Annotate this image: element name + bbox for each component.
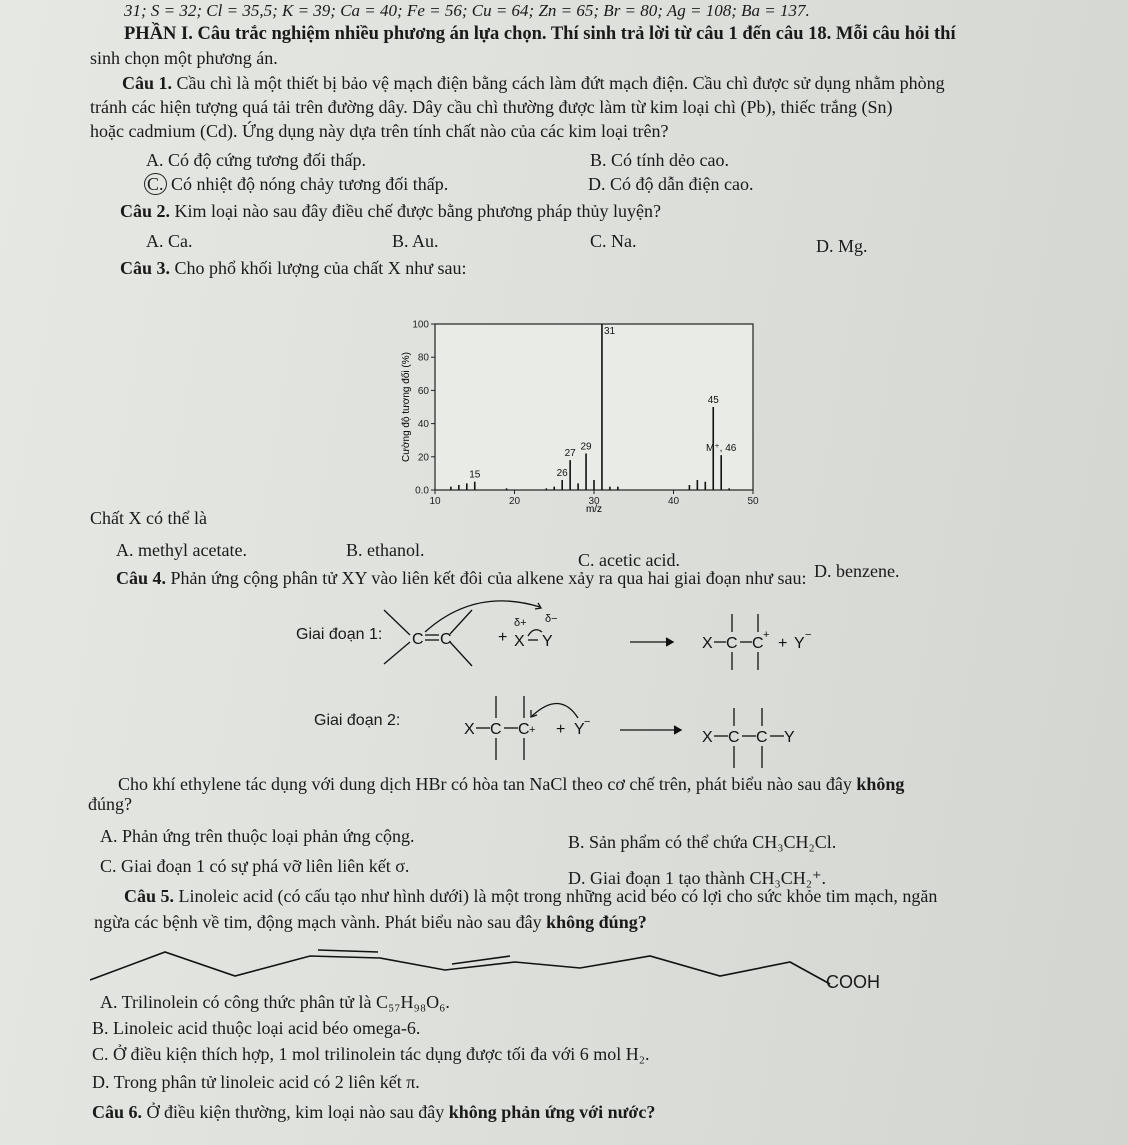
q5-line2: ngừa các bệnh về tim, động mạch vành. Phát biểu nào sau đây không đúng? <box>94 912 647 932</box>
q4-option-c[interactable]: C. Giai đoạn 1 có sự phá vỡ liên liên kết σ. <box>100 856 410 876</box>
q2-option-a[interactable]: A. Ca. <box>146 231 193 251</box>
svg-text:Y: Y <box>784 729 795 746</box>
peak-label: 26 <box>556 468 568 480</box>
svg-text:δ−: δ− <box>545 613 558 625</box>
q4-stem: Câu 4. Phản ứng cộng phân tử XY vào liên kết đôi của alkene xảy ra qua hai giai đoạn như sau: <box>116 568 807 588</box>
y-tick-label: 80 <box>417 352 429 364</box>
q5-option-c[interactable]: C. Ở điều kiện thích hợp, 1 mol trilinolein tác dụng được tối đa với 6 mol H₂. <box>92 1044 650 1064</box>
svg-text:+: + <box>763 629 770 641</box>
q3-question: Chất X có thể là <box>90 508 207 528</box>
svg-text:C: C <box>756 729 768 746</box>
cooh-group: COOH <box>826 972 880 992</box>
part-heading: PHẦN I. Câu trắc nghiệm nhiều phương án lựa chọn. Thí sinh trả lời từ câu 1 đến câu 18. Mỗi câu hỏi thí <box>124 24 956 44</box>
svg-text:+: + <box>498 629 508 646</box>
q4-option-a[interactable]: A. Phản ứng trên thuộc loại phản ứng cộng. <box>100 826 415 846</box>
peak-label: 45 <box>707 395 719 406</box>
q3-stem: Câu 3. Cho phổ khối lượng của chất X như sau: <box>120 258 467 278</box>
q1-option-a[interactable]: A. Có độ cứng tương đối thấp. <box>146 150 367 170</box>
x-tick-label: 50 <box>747 496 759 507</box>
q4-context: Cho khí ethylene tác dụng với dung dịch HBr có hòa tan NaCl theo cơ chế trên, phát biểu nào sau đây không <box>118 774 905 794</box>
electron-arrow-2 <box>528 630 542 636</box>
svg-text:δ+: δ+ <box>514 617 527 629</box>
electron-arrow-3 <box>532 703 578 718</box>
q2-option-d[interactable]: D. Mg. <box>816 236 868 256</box>
step2-label: Giai đoạn 2: <box>314 712 401 729</box>
svg-text:C: C <box>412 631 424 648</box>
x-tick-label: 30 <box>588 496 600 507</box>
svg-text:X: X <box>464 721 475 738</box>
svg-text:X: X <box>514 633 525 650</box>
svg-text:Y: Y <box>574 721 585 738</box>
svg-text:C: C <box>726 635 738 652</box>
y-tick-label: 60 <box>417 385 429 397</box>
q3-option-a[interactable]: A. methyl acetate. <box>116 540 247 560</box>
svg-text:C: C <box>728 729 740 746</box>
peak-label: 29 <box>580 441 592 453</box>
svg-text:X: X <box>702 635 713 652</box>
y-tick-label: 100 <box>412 319 429 331</box>
y-tick-label: 40 <box>417 419 429 431</box>
q1-line1: Câu 1. Cầu chì là một thiết bị bảo vệ mạch điện bằng cách làm đứt mạch điện. Cầu chì được sử dụng nhằm phòng <box>122 73 945 93</box>
svg-text:+: + <box>556 721 566 738</box>
svg-text:C: C <box>518 721 530 738</box>
q1-option-c[interactable]: C. Có nhiệt độ nóng chảy tương đối thấp. <box>144 174 448 195</box>
mass-spectrum-chart <box>395 312 780 517</box>
y-axis-label: Cường độ tương đối (%) <box>401 352 412 462</box>
q3-option-b[interactable]: B. ethanol. <box>346 540 425 560</box>
q2-option-c[interactable]: C. Na. <box>590 231 637 251</box>
svg-text:C: C <box>440 631 452 648</box>
q4-option-b[interactable]: B. Sản phẩm có thể chứa CH₃CH₂Cl. <box>568 832 837 852</box>
x-tick-label: 20 <box>508 496 521 507</box>
x-tick-label: 40 <box>667 496 680 507</box>
carbocation-product <box>702 614 811 670</box>
q1-option-d[interactable]: D. Có độ dẫn điện cao. <box>588 174 754 194</box>
q1-line3: hoặc cadmium (Cd). Ứng dụng này dựa trên tính chất nào của các kim loại trên? <box>90 121 669 141</box>
svg-text:+: + <box>529 724 536 736</box>
q4-context-cont: đúng? <box>88 794 132 814</box>
answer-circle: C. <box>144 173 167 195</box>
svg-text:C: C <box>752 635 764 652</box>
svg-text:Y: Y <box>542 633 553 650</box>
q5-line1: Câu 5. Linoleic acid (có cấu tạo như hình dưới) là một trong những acid béo có lợi cho sức khỏe tim mạch, ngăn <box>124 886 938 906</box>
svg-text:+: + <box>778 635 788 652</box>
y-tick-label: 0.0 <box>415 485 429 497</box>
peak-label: 31 <box>603 326 616 337</box>
q5-option-a[interactable]: A. Trilinolein có công thức phân tử là C₅₇H₉₈O₆. <box>100 992 450 1012</box>
part-heading-cont: sinh chọn một phương án. <box>90 48 278 68</box>
q3-option-d[interactable]: D. benzene. <box>814 561 900 581</box>
q2-stem: Câu 2. Kim loại nào sau đây điều chế được bằng phương pháp thủy luyện? <box>120 201 661 221</box>
x-tick-label: 10 <box>429 496 441 507</box>
svg-text:Y: Y <box>794 635 805 652</box>
addition-product <box>702 708 795 768</box>
q3-option-c[interactable]: C. acetic acid. <box>578 550 680 570</box>
q5-option-d[interactable]: D. Trong phân tử linoleic acid có 2 liên kết π. <box>92 1072 420 1092</box>
peak-label: 15 <box>469 469 481 481</box>
q1-line2: tránh các hiện tượng quá tải trên đường dây. Dây cầu chì thường được làm từ kim loại chì (Pb), thiếc trắng (Sn) <box>90 97 893 117</box>
q5-option-b[interactable]: B. Linoleic acid thuộc loại acid béo omega-6. <box>92 1018 421 1038</box>
q2-option-b[interactable]: B. Au. <box>392 231 439 251</box>
svg-text:X: X <box>702 729 713 746</box>
q1-option-b[interactable]: B. Có tính dẻo cao. <box>590 150 729 170</box>
peak-label: 27 <box>564 448 576 460</box>
svg-text:−: − <box>584 716 591 728</box>
svg-text:C: C <box>490 721 502 738</box>
mechanism-diagram <box>380 592 850 772</box>
y-tick-label: 20 <box>417 452 429 464</box>
step1-label: Giai đoạn 1: <box>296 626 383 643</box>
peak-label: M⁺, 46 <box>706 443 737 455</box>
q6-stem: Câu 6. Ở điều kiện thường, kim loại nào sau đây không phản ứng với nước? <box>92 1102 656 1122</box>
alkene-structure <box>384 610 472 666</box>
svg-text:−: − <box>805 629 812 641</box>
atomic-masses: 31; S = 32; Cl = 35,5; K = 39; Ca = 40; Fe = 56; Cu = 64; Zn = 65; Br = 80; Ag = 108; Ba = 137. <box>124 1 810 20</box>
step2-reactants <box>464 696 590 760</box>
q4-option-d[interactable]: D. Giai đoạn 1 tạo thành CH₃CH₂⁺. <box>568 868 827 888</box>
x-axis-label: m/z <box>585 504 603 515</box>
chart-frame <box>435 324 753 490</box>
